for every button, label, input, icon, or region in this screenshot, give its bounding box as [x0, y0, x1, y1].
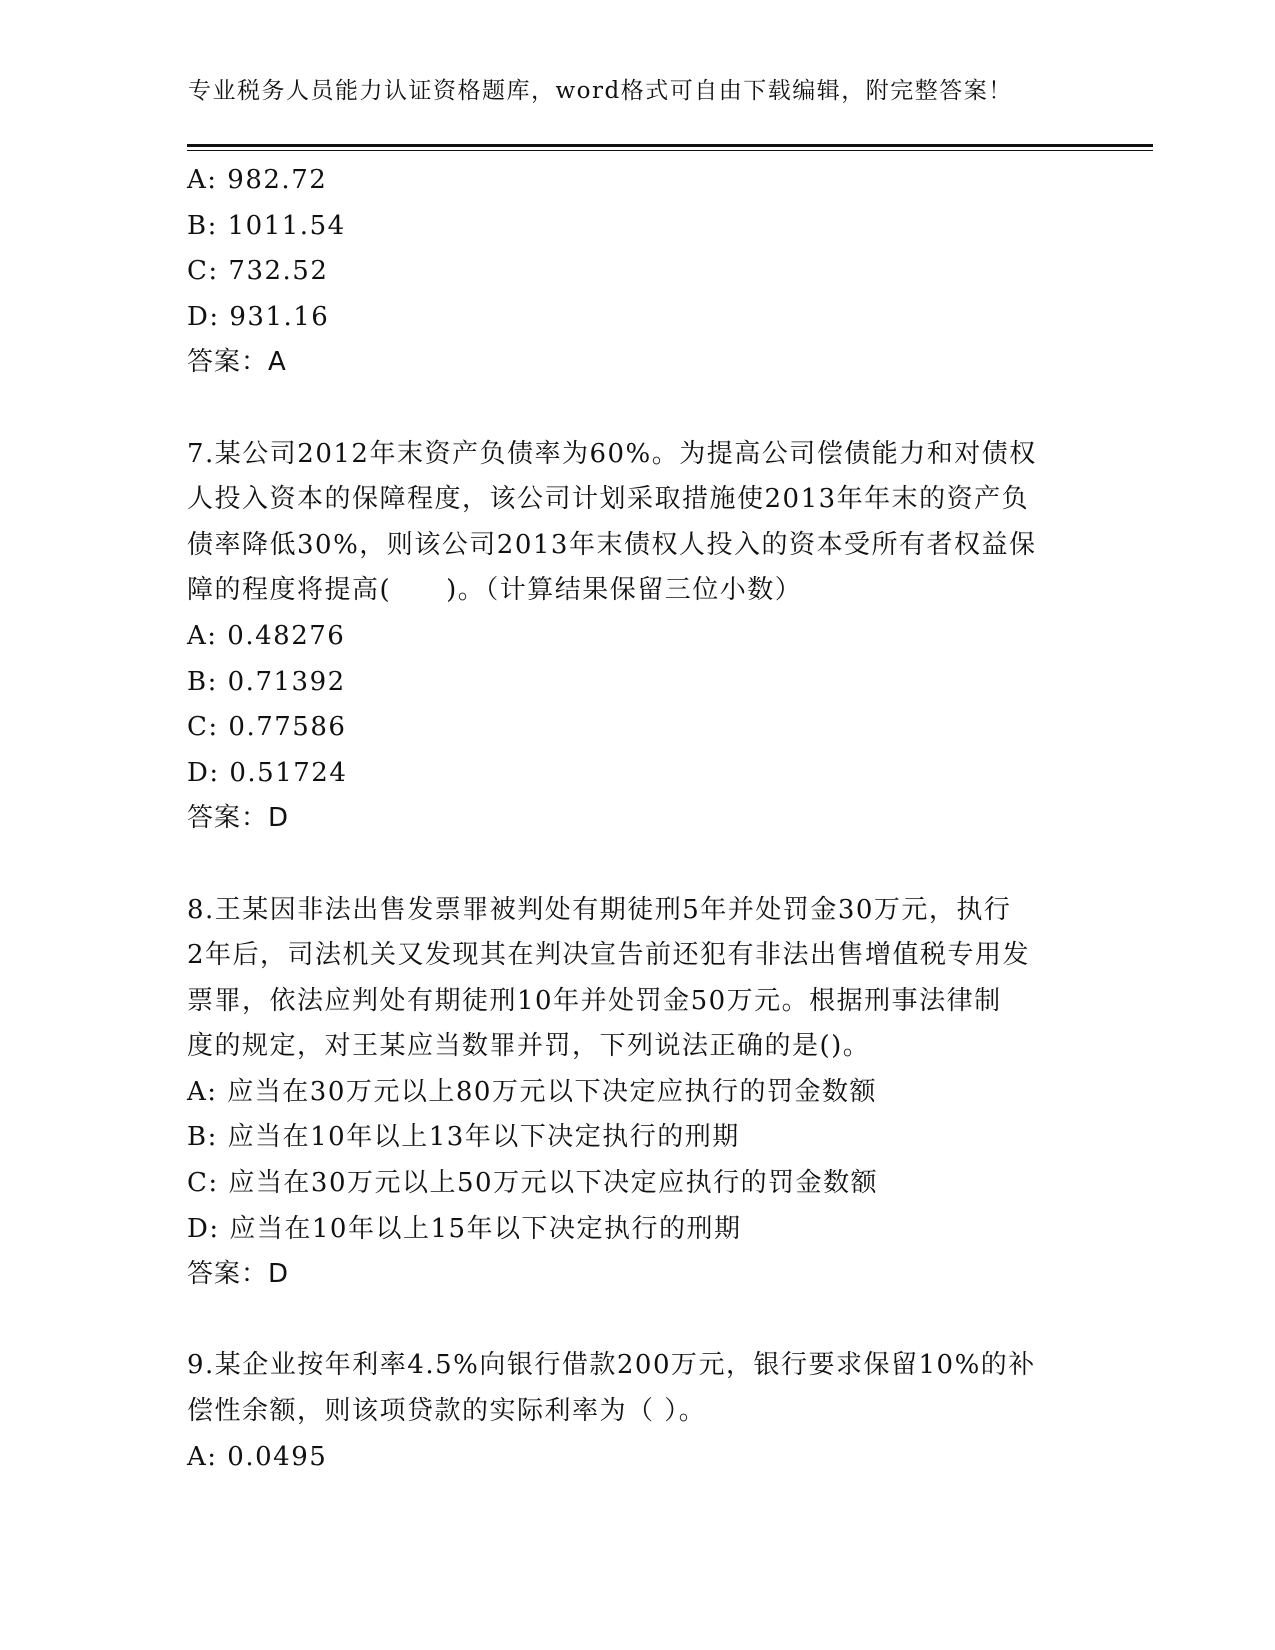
- option-c: C: 0.77586: [187, 712, 347, 743]
- answer-line: 答案：D: [187, 803, 290, 834]
- option-d: D: 应当在10年以上15年以下决定执行的刑期: [187, 1213, 742, 1244]
- option-a: A: 应当在30万元以上80万元以下决定应执行的罚金数额: [187, 1076, 877, 1107]
- option-b: B: 0.71392: [187, 666, 346, 697]
- option-b: B: 1011.54: [187, 210, 346, 241]
- document-body: [187, 158, 1107, 1480]
- option-c: C: 732.52: [187, 256, 329, 287]
- answer-line: 答案：D: [187, 1259, 290, 1290]
- question-text-line: 7.某公司2012年末资产负债率为60%。为提高公司偿债能力和对债权: [187, 438, 1037, 469]
- option-b: B: 应当在10年以上13年以下决定执行的刑期: [187, 1122, 740, 1153]
- answer-line: 答案：A: [187, 347, 287, 378]
- page-header: 专业税务人员能力认证资格题库，word格式可自由下载编辑，附完整答案！: [188, 78, 1013, 104]
- question-text-line: 度的规定，对王某应当数罪并罚，下列说法正确的是()。: [187, 1031, 871, 1062]
- option-a: A: 0.48276: [187, 620, 346, 651]
- option-a: A: 0.0495: [187, 1441, 328, 1472]
- question-text-line: 票罪，依法应判处有期徒刑10年并处罚金50万元。根据刑事法律制: [187, 985, 1002, 1016]
- question-8: [187, 888, 1107, 1298]
- option-a: A: 982.72: [187, 165, 328, 195]
- spacer: [187, 842, 1107, 888]
- question-block-previous: [187, 158, 1107, 386]
- question-text-line: 偿性余额，则该项贷款的实际利率为（ ）。: [187, 1396, 707, 1427]
- option-d: D: 0.51724: [187, 757, 348, 788]
- option-d: D: 931.16: [187, 301, 330, 332]
- spacer: [187, 1298, 1107, 1344]
- question-text-line: 8.王某因非法出售发票罪被判处有期徒刑5年并处罚金30万元，执行: [187, 894, 1012, 925]
- question-text-line: 债率降低30%，则该公司2013年末债权人投入的资本受所有者权益保: [187, 529, 1037, 560]
- question-text-line: 9.某企业按年利率4.5%向银行借款200万元，银行要求保留10%的补: [187, 1350, 1036, 1381]
- question-text-line: 障的程度将提高( )。（计算结果保留三位小数）: [187, 575, 803, 606]
- question-text-line: 2年后，司法机关又发现其在判决宣告前还犯有非法出售增值税专用发: [187, 940, 1031, 971]
- question-text-line: 人投入资本的保障程度，该公司计划采取措施使2013年年末的资产负: [187, 484, 1030, 515]
- question-7: [187, 432, 1107, 842]
- spacer: [187, 386, 1107, 432]
- header-rule-thin: [187, 150, 1153, 151]
- option-c: C: 应当在30万元以上50万元以下决定应执行的罚金数额: [187, 1168, 879, 1199]
- header-rule-thick: [187, 144, 1153, 147]
- question-9: [187, 1343, 1107, 1480]
